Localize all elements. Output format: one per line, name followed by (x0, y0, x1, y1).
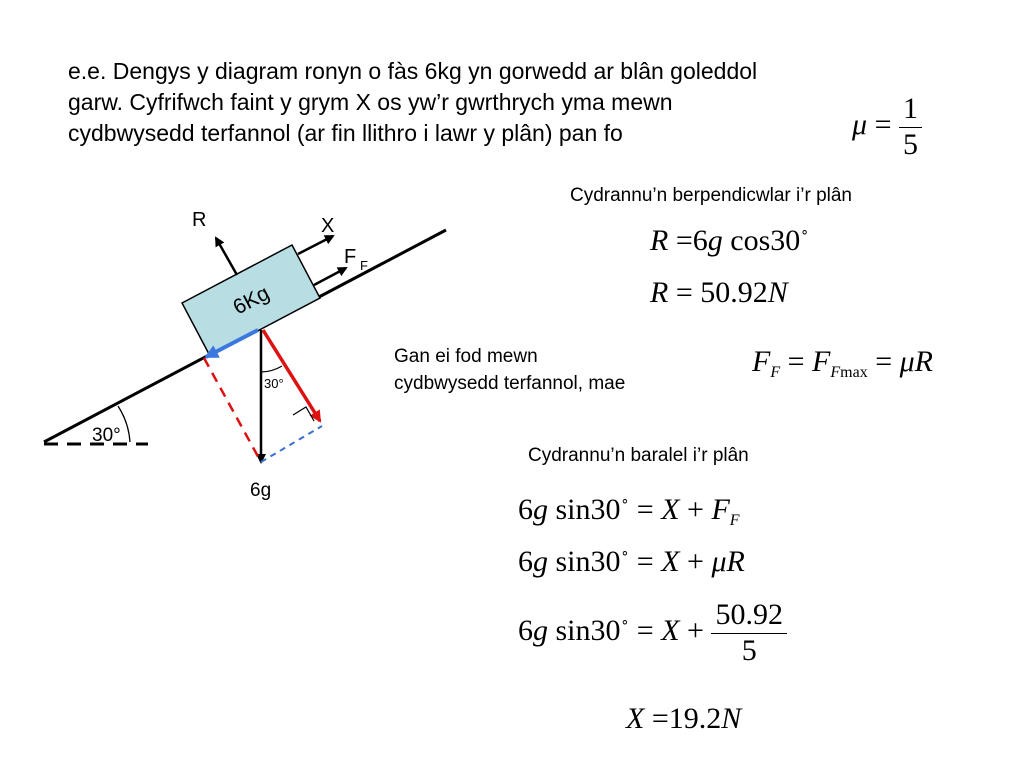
parallel-eq-1 (518, 493, 740, 530)
eq-symbol: R (650, 224, 669, 257)
force-x-label: X (321, 215, 335, 237)
eq-function: cos (730, 224, 771, 257)
mu-equals: = (874, 107, 892, 141)
parallel-eq-2 (518, 545, 745, 579)
fraction-numerator: 50.92 (711, 598, 787, 634)
perpendicular-eq-1 (650, 224, 809, 258)
eq-operator: = (787, 345, 805, 378)
block-mass-label: 6Kg (229, 281, 274, 320)
eq-symbol: R (650, 276, 669, 309)
parallel-eq-3 (518, 598, 787, 668)
eq-operator: + (687, 493, 704, 526)
weight-angle-label: 30° (264, 376, 284, 391)
eq-subscript: F (770, 364, 781, 381)
eq-number: 30 (590, 545, 621, 578)
eq-subscript-max: max (840, 364, 868, 381)
eq-symbol: X (626, 702, 645, 735)
eq-operator: + (687, 545, 704, 578)
weight-angle-arc (261, 366, 282, 372)
limiting-text (394, 343, 625, 397)
eq-symbol: X (661, 613, 680, 647)
plane-angle-label: 30° (92, 425, 121, 446)
eq-unit: N (767, 276, 788, 309)
eq-number: 30 (590, 493, 621, 526)
eq-function: sin (555, 613, 591, 647)
perpendicular-heading: Cydrannu’n berpendicwlar i’r plân (570, 185, 852, 206)
eq-number: 19.2 (668, 702, 722, 735)
eq-symbol: X (661, 545, 680, 578)
eq-operator: = (651, 702, 669, 735)
eq-symbol: X (661, 493, 680, 526)
eq-operator: = (636, 613, 654, 647)
dashed-blue-construction (261, 426, 322, 462)
final-answer-eq (626, 702, 741, 736)
eq-number: 6 (692, 224, 708, 257)
eq-number: 50.92 (700, 276, 768, 309)
intro-line-1: e.e. Dengys y diagram ronyn o fàs 6kg yn gorwedd ar blân goleddol (68, 58, 758, 84)
eq-operator: = (675, 224, 693, 257)
normal-reaction-arrow (216, 238, 237, 275)
degree-sign: ∘ (800, 225, 810, 240)
limiting-text-line-2: cydbwysedd terfannol, mae (394, 373, 626, 394)
eq-function: sin (555, 493, 591, 526)
eq-symbol: F (752, 345, 771, 378)
degree-sign: ∘ (620, 546, 630, 561)
eq-subscript: F (830, 364, 841, 381)
intro-line-2: garw. Cyfrifwch faint y grym X os yw’r gwrthrych yma mewn (68, 89, 673, 115)
eq-symbol: μ (899, 345, 915, 378)
intro-line-3: cydbwysedd terfannol (ar fin llithro i lawr y plân) pan fo (68, 120, 623, 146)
eq-symbol: R (726, 545, 745, 578)
eq-number: 6 (518, 613, 533, 647)
eq-function: sin (555, 545, 591, 578)
degree-sign: ∘ (620, 494, 630, 509)
eq-symbol: μ (711, 545, 727, 578)
eq-operator: + (687, 613, 704, 647)
mu-symbol: μ (852, 107, 868, 141)
eq-number: 6 (518, 493, 533, 526)
eq-unit: N (721, 702, 742, 735)
weight-label: 6g (250, 480, 272, 501)
force-x-arrow (298, 236, 333, 254)
eq-operator: = (675, 276, 693, 309)
friction-label: F (344, 246, 357, 268)
eq-symbol: g (533, 545, 548, 578)
eq-number: 30 (770, 224, 801, 257)
eq-symbol: g (533, 493, 548, 526)
limiting-friction-eq (752, 345, 933, 382)
friction-arrow (314, 268, 346, 285)
friction-fraction (711, 598, 787, 668)
eq-number: 6 (518, 545, 533, 578)
eq-symbol: F (711, 493, 730, 526)
eq-operator: = (636, 545, 654, 578)
eq-symbol: g (707, 224, 723, 257)
mu-numerator: 1 (899, 92, 922, 128)
fraction-denominator: 5 (741, 633, 757, 667)
normal-reaction-label: R (192, 209, 207, 231)
parallel-heading: Cydrannu’n baralel i’r plân (528, 445, 749, 466)
perpendicular-eq-2 (650, 276, 788, 310)
eq-operator: = (636, 493, 654, 526)
eq-symbol: F (812, 345, 831, 378)
friction-label-subscript: F (360, 258, 368, 273)
limiting-text-line-1: Gan ei fod mewn (394, 346, 538, 367)
eq-symbol: R (914, 345, 933, 378)
dashed-red-construction (204, 358, 261, 462)
eq-symbol: g (533, 613, 548, 647)
degree-sign: ∘ (620, 614, 630, 630)
mu-denominator: 5 (902, 127, 918, 161)
eq-operator: = (875, 345, 893, 378)
eq-subscript: F (729, 512, 740, 529)
eq-number: 30 (590, 613, 621, 647)
